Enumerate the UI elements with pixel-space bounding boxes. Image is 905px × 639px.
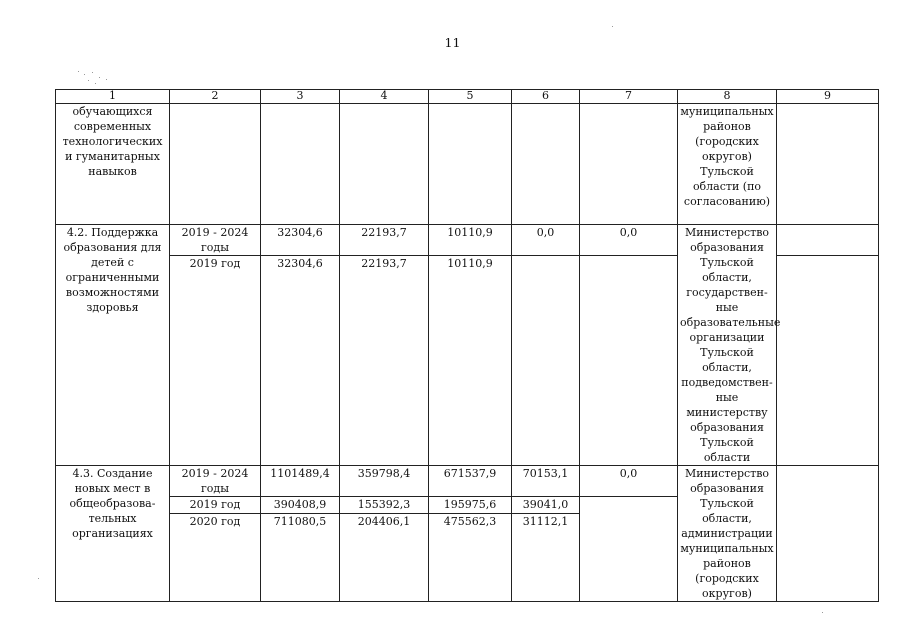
empty-cell bbox=[777, 256, 879, 466]
header-cell: 6 bbox=[512, 90, 580, 104]
empty-cell bbox=[429, 104, 512, 225]
amount-cell: 359798,4 bbox=[340, 466, 429, 497]
period-cell: 2019 - 2024 годы bbox=[170, 466, 261, 497]
amount-cell: 711080,5 bbox=[261, 514, 340, 602]
header-cell: 8 bbox=[678, 90, 777, 104]
amount-cell: 32304,6 bbox=[261, 225, 340, 256]
amount-cell: 0,0 bbox=[580, 466, 678, 497]
empty-cell bbox=[261, 104, 340, 225]
header-row bbox=[56, 90, 879, 104]
amount-cell: 390408,9 bbox=[261, 497, 340, 514]
executor-cell: муниципальных районов (городских округов) Тульской области (по согласованию) bbox=[678, 104, 777, 225]
amount-cell: 0,0 bbox=[512, 225, 580, 256]
amount-cell: 1101489,4 bbox=[261, 466, 340, 497]
period-cell: 2019 год bbox=[170, 497, 261, 514]
amount-cell: 155392,3 bbox=[340, 497, 429, 514]
empty-cell bbox=[777, 104, 879, 225]
amount-cell: 671537,9 bbox=[429, 466, 512, 497]
period-cell: 2020 год bbox=[170, 514, 261, 602]
amount-cell bbox=[580, 497, 678, 602]
page-number: 11 bbox=[444, 35, 461, 50]
amount-cell: 32304,6 bbox=[261, 256, 340, 466]
header-cell: 5 bbox=[429, 90, 512, 104]
amount-cell: 22193,7 bbox=[340, 256, 429, 466]
amount-cell: 0,0 bbox=[580, 225, 678, 256]
empty-cell bbox=[777, 466, 879, 602]
table-row-continued bbox=[56, 104, 879, 225]
amount-cell bbox=[512, 256, 580, 466]
amount-cell: 70153,1 bbox=[512, 466, 580, 497]
amount-cell: 10110,9 bbox=[429, 225, 512, 256]
header-cell: 9 bbox=[777, 90, 879, 104]
period-cell: 2019 - 2024 годы bbox=[170, 225, 261, 256]
empty-cell bbox=[512, 104, 580, 225]
table-row bbox=[56, 225, 879, 256]
executor-cell: Министерство образования Тульской области, администрации муниципальных районов (городских округов) bbox=[678, 466, 777, 602]
period-cell: 2019 год bbox=[170, 256, 261, 466]
amount-cell: 10110,9 bbox=[429, 256, 512, 466]
program-table bbox=[55, 89, 879, 602]
amount-cell: 31112,1 bbox=[512, 514, 580, 602]
amount-cell: 195975,6 bbox=[429, 497, 512, 514]
item-name: 4.3. Создание новых мест в общеобразова- тельных организациях bbox=[56, 466, 170, 602]
header-cell: 4 bbox=[340, 90, 429, 104]
empty-cell bbox=[777, 225, 879, 256]
amount-cell: 204406,1 bbox=[340, 514, 429, 602]
amount-cell bbox=[580, 256, 678, 466]
amount-cell: 22193,7 bbox=[340, 225, 429, 256]
empty-cell bbox=[340, 104, 429, 225]
table-row bbox=[56, 466, 879, 497]
header-cell: 7 bbox=[580, 90, 678, 104]
item-name: обучающихся современных технологических и гуманитарных навыков bbox=[56, 104, 170, 225]
item-name: 4.2. Поддержка образования для детей с ограниченными возможностями здоровья bbox=[56, 225, 170, 466]
amount-cell: 475562,3 bbox=[429, 514, 512, 602]
header-cell: 2 bbox=[170, 90, 261, 104]
empty-cell bbox=[170, 104, 261, 225]
amount-cell: 39041,0 bbox=[512, 497, 580, 514]
header-cell: 3 bbox=[261, 90, 340, 104]
empty-cell bbox=[580, 104, 678, 225]
executor-cell: Министерство образования Тульской области, государствен- ные образовательные организации Тульской области, подведомствен- ные министерству образования Тульской области bbox=[678, 225, 777, 466]
header-cell: 1 bbox=[56, 90, 170, 104]
